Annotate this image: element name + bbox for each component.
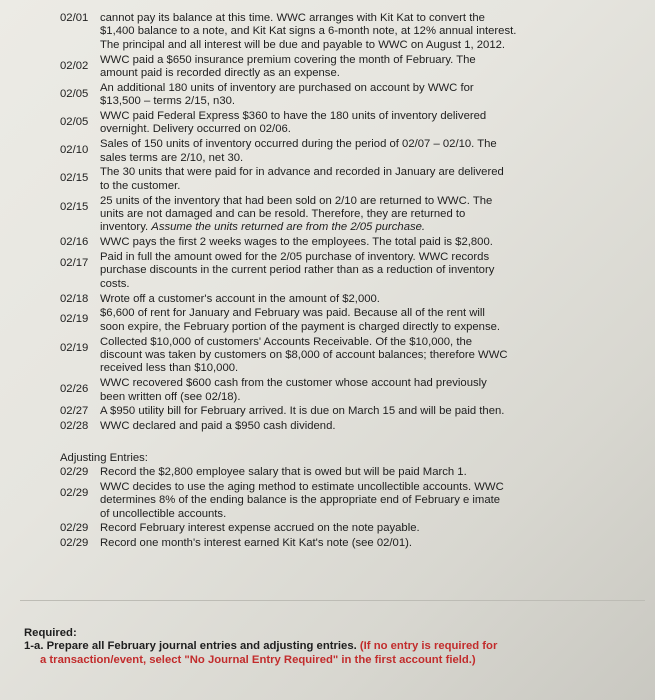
entry-text-line: An additional 180 units of inventory are purchased on account by WWC for xyxy=(100,81,474,94)
transaction-entry xyxy=(60,251,585,291)
entry-date: 02/29 xyxy=(60,466,89,479)
required-note-continued: a transaction/event, select "No Journal Entry Required" in the first account field.) xyxy=(40,653,476,666)
transaction-entry xyxy=(60,336,585,376)
transaction-entry xyxy=(60,522,585,535)
entry-text-line: Wrote off a customer's account in the amount of $2,000. xyxy=(100,292,380,305)
entry-text-line: Record the $2,800 employee salary that is owed but will be paid March 1. xyxy=(100,466,467,479)
entry-text-line: soon expire, the February portion of the payment is charged directly to expense. xyxy=(100,320,501,333)
sheet-divider xyxy=(20,600,645,601)
entry-text-line: WWC paid Federal Express $360 to have the 180 units of inventory delivered xyxy=(100,110,487,123)
required-item xyxy=(24,640,604,653)
transaction-entry xyxy=(60,138,585,165)
transaction-entry xyxy=(60,377,585,404)
transaction-entry xyxy=(60,420,585,433)
entry-text-line: been written off (see 02/18). xyxy=(100,390,241,403)
transaction-entry xyxy=(60,82,585,109)
entry-date: 02/05 xyxy=(60,116,89,129)
entry-date: 02/10 xyxy=(60,144,89,157)
required-section xyxy=(24,627,604,667)
transaction-entry xyxy=(60,293,585,306)
entry-text-line: units are not damaged and can be resold. Therefore, they are returned to xyxy=(100,208,466,221)
required-item-text: Prepare all February journal entries and adjusting entries. xyxy=(46,640,357,653)
entry-text-line: inventory. xyxy=(100,221,149,234)
entry-text-line: Paid in full the amount owed for the 2/05 purchase of inventory. WWC records xyxy=(100,251,490,264)
entry-date: 02/15 xyxy=(60,172,89,185)
entry-text-line: WWC declared and paid a $950 cash dividend. xyxy=(100,420,336,433)
transaction-list xyxy=(60,12,585,552)
transaction-entry xyxy=(60,466,585,479)
entry-date: 02/26 xyxy=(60,383,89,396)
entry-date: 02/27 xyxy=(60,405,89,418)
entry-text-line: sales terms are 2/10, net 30. xyxy=(100,151,244,164)
entry-text-line: $1,400 balance to a note, and Kit Kat signs a 6-month note, at 12% annual interest. xyxy=(100,25,517,38)
required-note: (If no entry is required for xyxy=(359,640,498,653)
entry-text-line: discount was taken by customers on $8,000 of account balances; therefore WWC xyxy=(100,349,508,362)
adjusting-list xyxy=(60,466,585,551)
transaction-entry xyxy=(60,110,585,137)
entry-date: 02/16 xyxy=(60,236,89,249)
entry-date: 02/29 xyxy=(60,522,89,535)
entry-date: 02/01 xyxy=(60,12,89,24)
transaction-entry xyxy=(60,12,585,52)
entry-text-line: $6,600 of rent for January and February was paid. Because all of the rent will xyxy=(100,307,485,320)
entry-text-line: Record February interest expense accrued on the note payable. xyxy=(100,522,420,535)
entry-date: 02/29 xyxy=(60,486,89,499)
entry-text-line: purchase discounts in the current period rather than as a reduction of inventory xyxy=(100,264,495,277)
entry-date: 02/28 xyxy=(60,420,89,433)
transaction-entry xyxy=(60,481,585,521)
entry-text-line: Record one month's interest earned Kit Kat's note (see 02/01). xyxy=(100,537,413,550)
entry-text-line: costs. xyxy=(100,277,130,290)
transaction-entry xyxy=(60,236,585,249)
adjusting-title: Adjusting Entries: xyxy=(60,451,148,464)
transaction-entry xyxy=(60,54,585,81)
entry-text-line: Sales of 150 units of inventory occurred during the period of 02/07 – 02/10. The xyxy=(100,138,497,151)
entry-date: 02/17 xyxy=(60,257,89,270)
entry-text-line: of uncollectible accounts. xyxy=(100,507,227,520)
entry-text-line: Collected $10,000 of customers' Accounts Receivable. Of the $10,000, the xyxy=(100,335,473,348)
transaction-entry xyxy=(60,166,585,193)
entry-text-line: to the customer. xyxy=(100,179,181,192)
entry-text-line: 25 units of the inventory that had been sold on 2/10 are returned to WWC. The xyxy=(100,194,493,207)
entry-text-line: overnight. Delivery occurred on 02/06. xyxy=(100,123,291,136)
transaction-entry xyxy=(60,537,585,550)
entry-text-line: WWC pays the first 2 weeks wages to the employees. The total paid is $2,800. xyxy=(100,236,493,249)
entry-text-line: A $950 utility bill for February arrived. It is due on March 15 and will be paid then. xyxy=(100,405,505,418)
entry-date: 02/02 xyxy=(60,59,89,72)
entry-date: 02/15 xyxy=(60,200,89,213)
entry-date: 02/05 xyxy=(60,87,89,100)
entry-date: 02/18 xyxy=(60,292,89,305)
entry-text-line: WWC recovered $600 cash from the customer whose account had previously xyxy=(100,377,487,390)
required-item-label: 1-a. xyxy=(24,640,44,653)
transaction-entry xyxy=(60,307,585,334)
entry-text-line: $13,500 – terms 2/15, n30. xyxy=(100,95,236,108)
entry-note: Assume the units returned are from the 2/05 purchase. xyxy=(151,221,426,234)
entry-date: 02/19 xyxy=(60,341,89,354)
entry-text-line: WWC paid a $650 insurance premium covering the month of February. The xyxy=(100,53,476,66)
transaction-entry xyxy=(60,405,585,418)
entry-date: 02/29 xyxy=(60,537,89,550)
required-title: Required: xyxy=(24,627,77,639)
transaction-entry xyxy=(60,195,585,235)
entry-text-line: determines 8% of the ending balance is the appropriate end of February e imate xyxy=(100,494,501,507)
entry-text-line: WWC decides to use the aging method to estimate uncollectible accounts. WWC xyxy=(100,480,504,493)
entry-text-line: amount paid is recorded directly as an expense. xyxy=(100,67,340,80)
entry-date: 02/19 xyxy=(60,313,89,326)
entry-text-line: cannot pay its balance at this time. WWC arranges with Kit Kat to convert the xyxy=(100,12,485,24)
entry-text-line: The 30 units that were paid for in advance and recorded in January are delivered xyxy=(100,166,504,179)
entry-text-line: received less than $10,000. xyxy=(100,362,239,375)
entry-text-line: The principal and all interest will be due and payable to WWC on August 1, 2012. xyxy=(100,38,506,51)
